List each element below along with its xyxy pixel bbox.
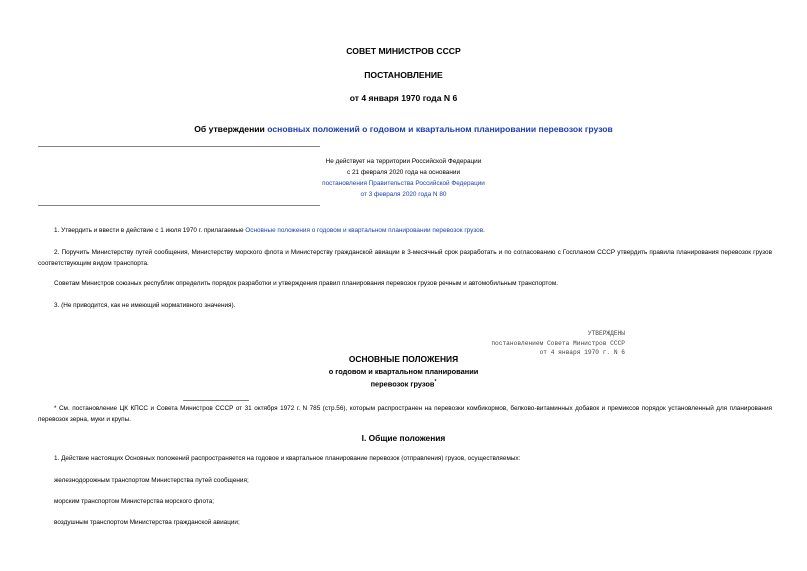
issuer-heading: СОВЕТ МИНИСТРОВ СССР [346,46,461,56]
section-1-item-1: 1. Действие настоящих Основных положений распространяется на годовое и квартальное планирование перевозок (отправления) грузов, осуществляемых: [54,455,521,462]
paragraph-2: 2. Поручить Министерству путей сообщения, Министерству морского флота и Министерству гражданской авиации в 3-месячный срок разработать и по согласованию с Госпланом СССР утвердить правила планирования перевозок грузов соответствующим видом транспорта. [38,249,772,267]
paragraph-1-link[interactable]: Основные положения о годовом и квартальном планировании перевозок грузов [245,227,484,234]
approval-line-2: постановлением Совета Министров СССР [491,339,625,347]
status-block [0,156,807,200]
approval-line-1: УТВЕРЖДЕНЫ [587,330,625,337]
document-title [0,124,807,134]
regulation-title-line-3: перевозок грузов [370,379,435,389]
footnote-marker[interactable]: * [434,379,437,385]
document-title-prefix: Об утверждении [194,124,268,134]
section-1-item-4: воздушным транспортом Министерства гражданской авиации; [54,519,240,526]
approval-line-3: от 4 января 1970 г. N 6 [539,349,625,356]
status-link-1[interactable]: постановления Правительства Российской Федерации [322,180,485,187]
status-line-2: с 21 февраля 2020 года на основании [346,169,461,176]
document-date-heading: от 4 января 1970 года N 6 [349,93,458,103]
regulation-title-line-3-wrap [0,377,807,390]
paragraph-3: Советам Министров союзных республик определить порядок разработки и утверждения правил планирования перевозок грузов речным и автомобильным транспортом. [54,280,559,287]
paragraph-1-prefix: 1. Утвердить и ввести в действие с 1 июля 1970 г. прилагаемые [54,227,246,234]
footnote-divider [183,400,249,401]
footnote-text: * См. постановление ЦК КПСС и Совета Министров СССР от 31 октября 1972 г. N 785 (стр.56), которым распространен на перевозки комбикормов, белково-витаминных добавок и премиксов порядок установленный для планирования перевозок зерна, муки и крупы. [38,405,772,423]
regulation-title [0,354,807,390]
divider-top [38,146,320,147]
document-title-link[interactable]: основных положений о годовом и квартальном планировании перевозок грузов [267,124,613,134]
paragraph-4: 3. (Не приводится, как не имеющий нормативного значения). [54,302,236,309]
regulation-title-line-2: о годовом и квартальном планировании [328,366,479,376]
section-1-item-3: морским транспортом Министерства морского флота; [54,498,215,505]
document-type-heading: ПОСТАНОВЛЕНИЕ [364,70,443,80]
status-link-2[interactable]: от 3 февраля 2020 года N 80 [360,191,447,198]
section-1-item-2: железнодорожным транспортом Министерства путей сообщения; [54,477,249,484]
paragraph-1 [54,225,774,236]
regulation-title-line-1: ОСНОВНЫЕ ПОЛОЖЕНИЯ [348,354,459,364]
divider-bottom [38,205,320,206]
section-1-title: I. Общие положения [361,433,446,443]
status-line-1: Не действует на территории Российской Федерации [325,158,482,165]
paragraph-1-suffix: . [483,227,485,234]
